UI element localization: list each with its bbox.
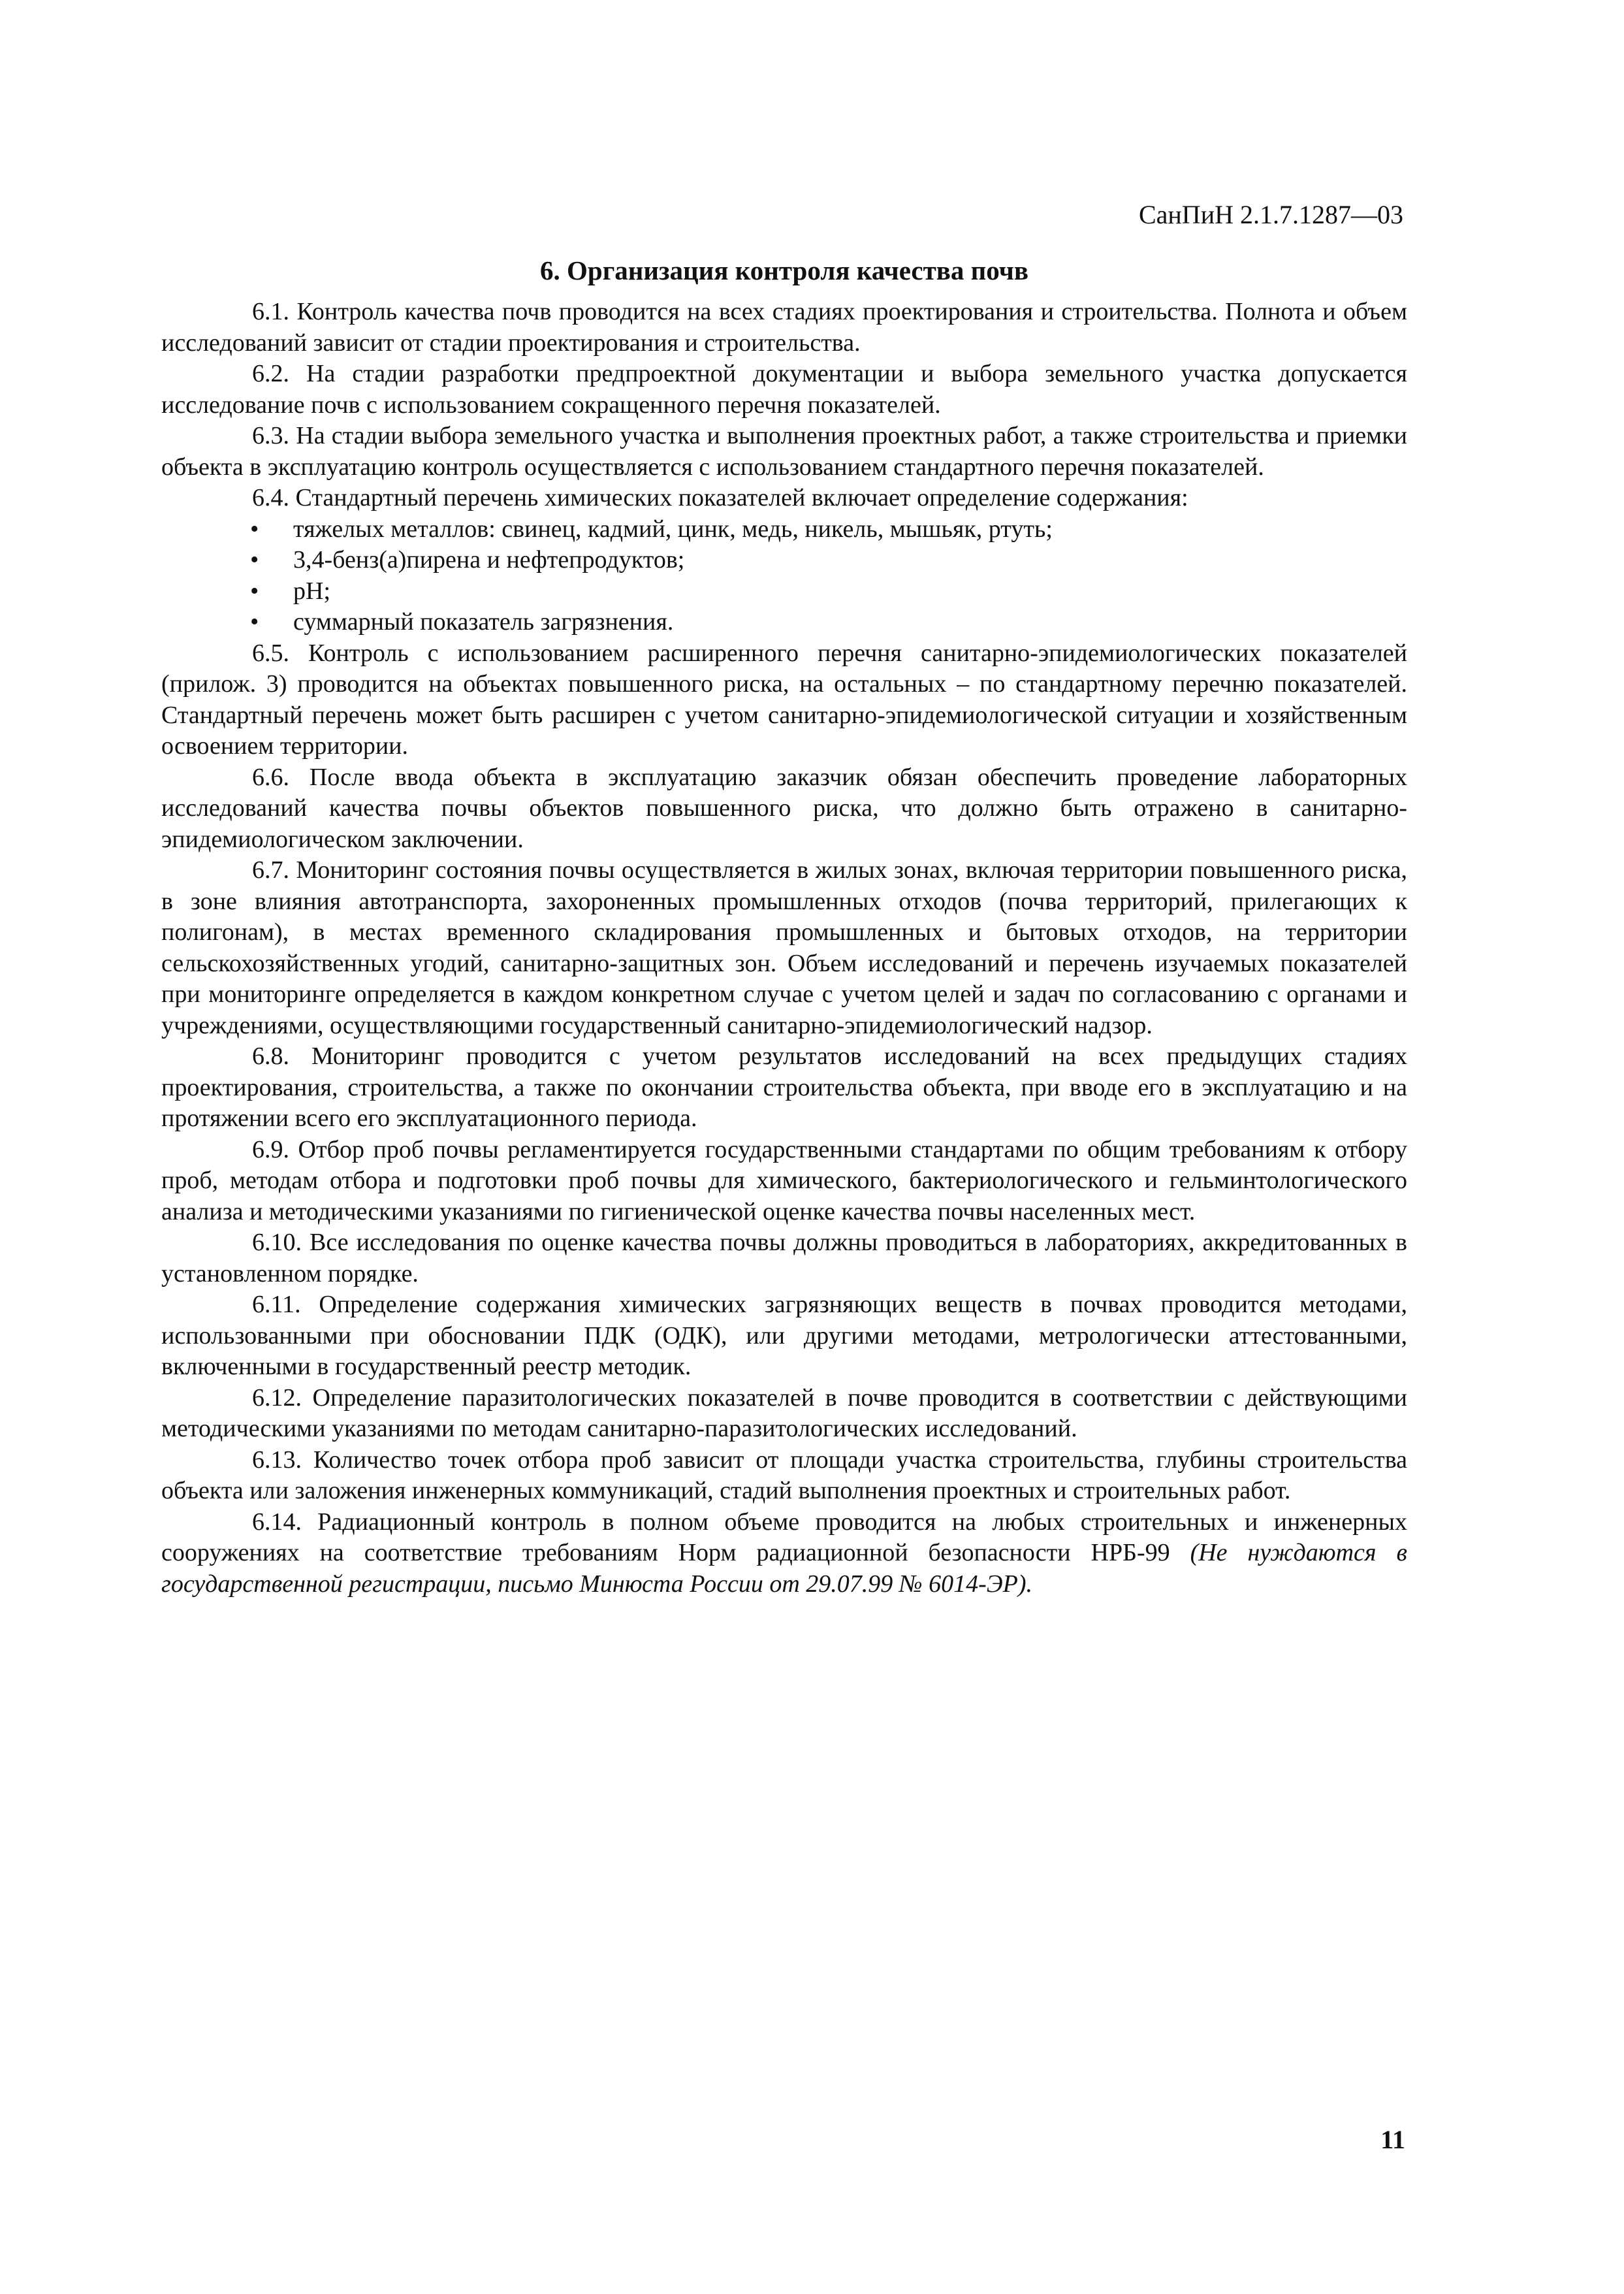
document-body: [161, 253, 1407, 1600]
list-item: • суммарный показатель загрязнения.: [161, 607, 1407, 638]
paragraph-6-2: 6.2. На стадии разработки предпроектной документации и выбора земельного участка допускается исследование почв с использованием сокращенного перечня показателей.: [161, 360, 1407, 419]
regulatory-note: (Не нуждаются в государственной регистрации, письмо Минюста России от 29.07.99 № 6014-ЭР).: [161, 1539, 1408, 1598]
list-item: • 3,4-бенз(а)пирена и нефтепродуктов;: [161, 545, 1407, 576]
paragraph-6-10: 6.10. Все исследования по оценке качества почвы должны проводиться в лабораториях, аккредитованных в установленном порядке.: [161, 1229, 1407, 1287]
paragraph-6-11: 6.11. Определение содержания химических загрязняющих веществ в почвах проводится методами, использованными при обосновании ПДК (ОДК), или другими методами, метрологически аттестованными, включенными в государственный реестр методик.: [161, 1291, 1407, 1380]
paragraph-6-5: 6.5. Контроль с использованием расширенного перечня санитарно-эпидемиологических показателей (прилож. 3) проводится на объектах повышенного риска, на остальных – по стандартному перечню показателей. Стандартный перечень может быть расширен с учетом санитарно-эпидемиологической ситуации и хозяйственным освоением территории.: [161, 639, 1407, 760]
list-item: • тяжелых металлов: свинец, кадмий, цинк, медь, никель, мышьяк, ртуть;: [161, 514, 1407, 545]
paragraph-6-3: 6.3. На стадии выбора земельного участка и выполнения проектных работ, а также строительства и приемки объекта в эксплуатацию контроль осуществляется с использованием стандартного перечня показателей.: [161, 422, 1407, 481]
paragraph-6-8: 6.8. Мониторинг проводится с учетом результатов исследований на всех предыдущих стадиях проектирования, строительства, а также по окончании строительства объекта, при вводе его в эксплуатацию и на протяжении всего его эксплуатационного периода.: [161, 1042, 1407, 1132]
paragraph-6-13: 6.13. Количество точек отбора проб зависит от площади участка строительства, глубины строительства объекта или заложения инженерных коммуникаций, стадий выполнения проектных и строительных работ.: [161, 1446, 1407, 1504]
section-title: 6. Организация контроля качества почв: [540, 255, 1028, 285]
paragraph-6-14: [161, 1507, 1407, 1600]
paragraph-6-7: 6.7. Мониторинг состояния почвы осуществляется в жилых зонах, включая территории повышенного риска, в зоне влияния автотранспорта, захороненных промышленных отходов (почва территорий, прилегающих к полигонам), в местах временного складирования промышленных и бытовых отходов, на территории сельскохозяйственных угодий, санитарно-защитных зон. Объем исследований и перечень изучаемых показателей при мониторинге определяется в каждом конкретном случае с учетом целей и задач по согласованию с органами и учреждениями, осуществляющими государственный санитарно-эпидемиологический надзор.: [161, 856, 1407, 1039]
paragraph-6-12: 6.12. Определение паразитологических показателей в почве проводится в соответствии с действующими методическими указаниями по методам санитарно-паразитологических исследований.: [161, 1383, 1407, 1442]
page-number: 11: [1380, 2125, 1405, 2154]
list-item: • pH;: [161, 576, 1407, 607]
indicator-list: [161, 514, 1407, 638]
paragraph-6-9: 6.9. Отбор проб почвы регламентируется государственными стандартами по общим требованиям к отбору проб, методам отбора и подготовки проб почвы для химического, бактериологического и гельминтологического анализа и методическими указаниями по гигиенической оценке качества почвы населенных мест.: [161, 1135, 1407, 1225]
document-code: СанПиН 2.1.7.1287—03: [1138, 200, 1403, 229]
paragraph-6-14-text: 6.14. Радиационный контроль в полном объеме проводится на любых строительных и инженерных сооружениях на соответствие требованиям Норм радиационной безопасности НРБ-99: [161, 1508, 1407, 1566]
paragraph-6-6: 6.6. После ввода объекта в эксплуатацию заказчик обязан обеспечить проведение лабораторных исследований качества почвы объектов повышенного риска, что должно быть отражено в санитарно-эпидемиологическом заключении.: [161, 763, 1407, 853]
paragraph-6-4: 6.4. Стандартный перечень химических показателей включает определение содержания:: [252, 484, 1188, 511]
paragraph-6-1: 6.1. Контроль качества почв проводится на всех стадиях проектирования и строительства. Полнота и объем исследований зависит от стадии проектирования и строительства.: [161, 298, 1407, 357]
